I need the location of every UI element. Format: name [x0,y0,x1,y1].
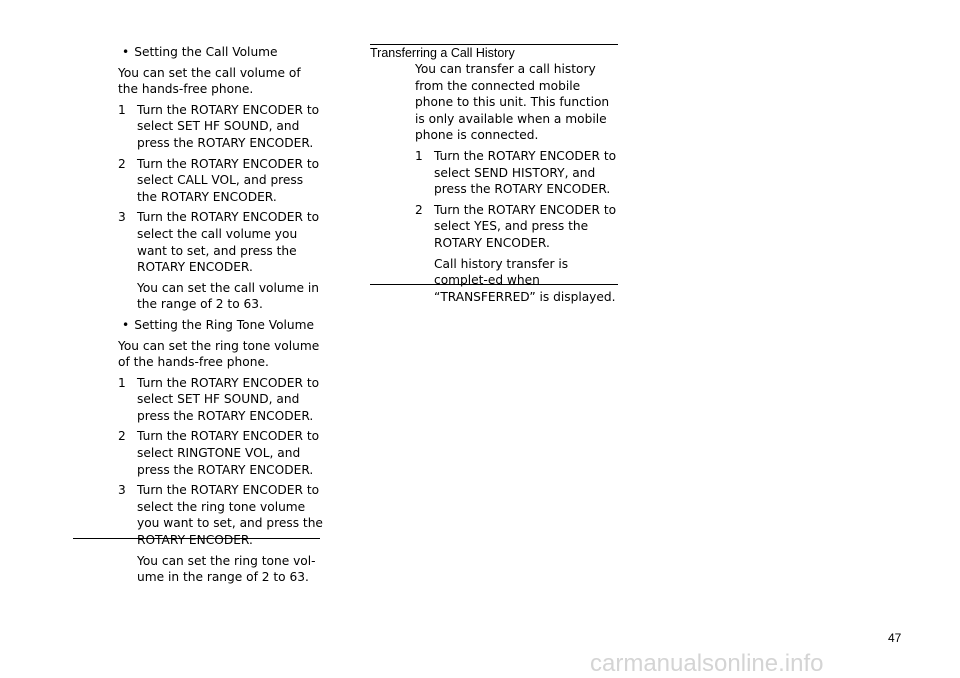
call-history-note: Call history transfer is complet-ed when “TRANSFERRED” is displayed. [434,256,616,304]
step-number: 1 [118,102,126,117]
call-history-body [370,61,618,305]
right-column-bottom-divider [370,284,618,285]
step-number: 3 [118,483,126,498]
step-number: 3 [118,210,126,225]
step-text: Turn the ROTARY ENCODER to select SET HF SOUND, and press the ROTARY ENCODER. [137,375,320,423]
call-volume-step [118,156,323,206]
step-text: Turn the ROTARY ENCODER to select YES, and press the ROTARY ENCODER. [434,202,617,250]
ring-tone-intro: You can set the ring tone volume of the hands-free phone. [118,338,320,370]
call-history-step [415,202,618,252]
call-history-step [415,148,618,198]
page-number: 47 [888,631,902,645]
step-text: Turn the ROTARY ENCODER to select CALL VOL, and press the ROTARY ENCODER. [137,156,320,204]
step-text: Turn the ROTARY ENCODER to select the call volume you want to set, and press the ROTARY ENCODER. [137,210,320,275]
ring-tone-step [118,428,323,478]
call-volume-heading: Setting the Call Volume [134,45,278,59]
watermark-text: carmanualsonline.info [590,650,824,677]
step-number: 2 [118,429,126,444]
step-number: 2 [415,202,423,217]
step-number: 2 [118,156,126,171]
step-text: Turn the ROTARY ENCODER to select RINGTONE VOL, and press the ROTARY ENCODER. [137,429,320,477]
ring-tone-heading: Setting the Ring Tone Volume [134,317,315,332]
right-column [370,44,618,309]
step-text: Turn the ROTARY ENCODER to select SET HF SOUND, and press the ROTARY ENCODER. [137,102,320,150]
call-volume-note: You can set the call volume in the range of 2 to 63. [137,280,319,312]
call-history-intro: You can transfer a call history from the connected mobile phone to this unit. This function is only available when a mobile phone is connected. [415,62,610,143]
call-history-heading: Transferring a Call History [370,46,515,60]
left-column-divider [73,538,320,539]
step-text: Turn the ROTARY ENCODER to select the ring tone volume you want to set, and press the ROTARY ENCODER. [137,483,323,548]
bullet-dot: • [122,45,130,59]
call-volume-bullet [118,44,323,61]
bullet-dot: • [122,317,130,332]
left-column [118,44,323,590]
step-number: 1 [415,148,423,163]
ring-tone-note: You can set the ring tone vol-ume in the range of 2 to 63. [137,553,316,585]
call-volume-intro: You can set the call volume of the hands-free phone. [118,65,301,97]
step-number: 1 [118,375,126,390]
step-text: Turn the ROTARY ENCODER to select SEND HISTORY, and press the ROTARY ENCODER. [434,148,617,197]
ring-tone-bullet [118,317,323,334]
call-volume-step [118,102,323,152]
ring-tone-step [118,375,323,425]
call-volume-step [118,209,323,275]
